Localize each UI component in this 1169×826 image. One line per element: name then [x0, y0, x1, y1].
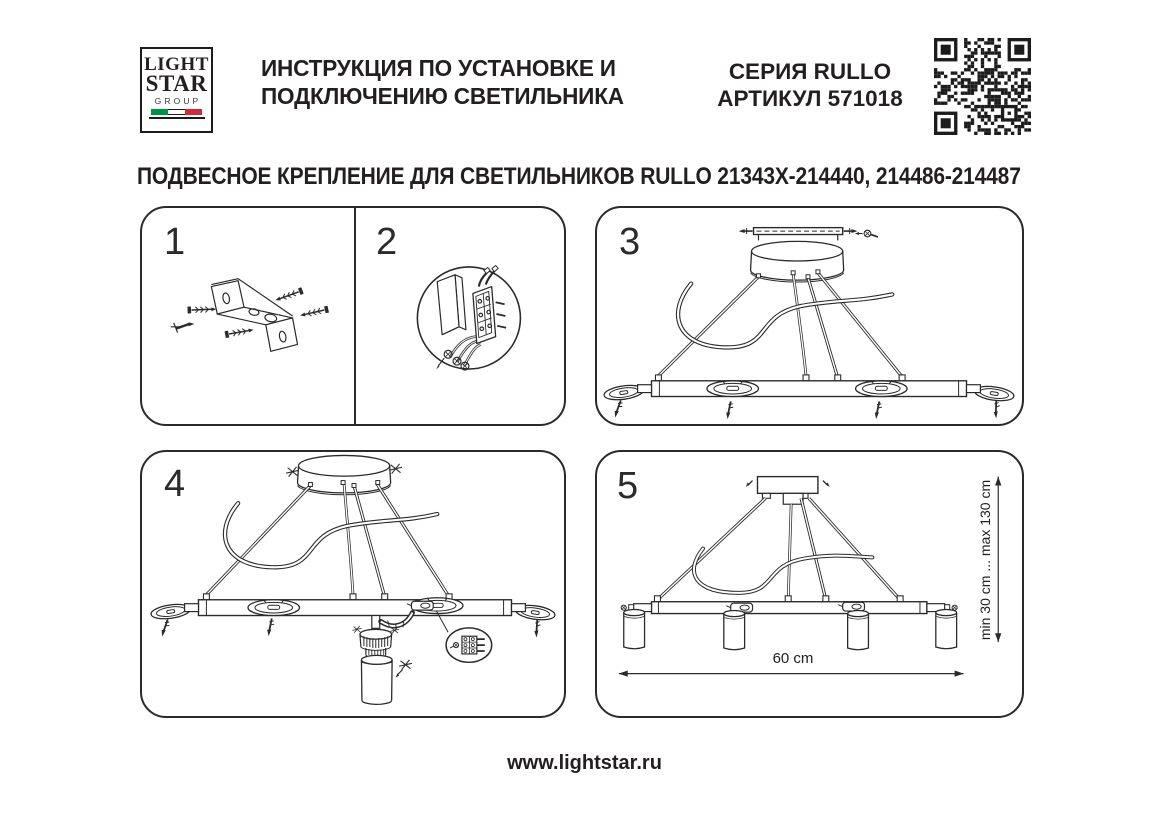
wiring-detail-drawing	[417, 265, 520, 370]
lamp-shades	[624, 610, 957, 650]
tighten-arrow	[396, 660, 412, 678]
lamp-assembly	[360, 613, 413, 705]
step-panel-3	[595, 206, 1024, 426]
step-number-1: 1	[164, 221, 186, 263]
lightstar-logo	[140, 47, 213, 133]
step-number-3: 3	[619, 221, 641, 263]
flag-white	[168, 109, 185, 115]
step5-diagram	[597, 452, 1022, 716]
step-number-2: 2	[376, 221, 398, 263]
fixture-bar	[150, 594, 556, 622]
suspension-cables	[206, 484, 449, 597]
terminal-detail-circle	[446, 628, 492, 662]
step-panel-1-2	[140, 206, 566, 426]
suspension-cables	[658, 273, 902, 378]
power-cord	[694, 549, 872, 593]
flag-green	[151, 109, 168, 115]
logo-word-light: LIGHT	[144, 54, 209, 75]
width-dimension	[619, 670, 964, 676]
title-line-2: ПОДКЛЮЧЕНИЮ СВЕТИЛЬНИКА	[261, 83, 624, 109]
ceiling-mount	[746, 477, 830, 505]
power-cord	[225, 503, 437, 567]
logo-word-star: STAR	[145, 71, 208, 96]
step-panel-4	[140, 450, 566, 718]
series-article-block	[688, 58, 932, 112]
logo-underline	[149, 117, 205, 120]
width-dimension-label: 60 cm	[772, 650, 814, 667]
step3-diagram	[597, 208, 1022, 424]
website-url: www.lightstar.ru	[507, 752, 662, 774]
qr-code	[934, 38, 1031, 135]
article-label: АРТИКУЛ 571018	[717, 86, 903, 111]
bracket-drawing	[211, 279, 297, 352]
title-line-1: ИНСТРУКЦИЯ ПО УСТАНОВКЕ И	[261, 55, 616, 81]
ceiling-bracket	[739, 228, 878, 241]
subtitle: ПОДВЕСНОЕ КРЕПЛЕНИЕ ДЛЯ СВЕТИЛЬНИКОВ RULLO 21343X-214440, 214486-214487	[137, 163, 1021, 190]
page-title	[261, 54, 624, 110]
italian-flag-icon	[151, 109, 203, 115]
flag-red	[185, 109, 202, 115]
step1-step2-diagram	[142, 208, 564, 424]
step-number-5: 5	[617, 465, 639, 507]
logo-word-group: GROUP	[154, 96, 202, 106]
screw-icon	[855, 230, 878, 237]
canopy	[751, 241, 844, 282]
step4-diagram	[142, 452, 564, 716]
power-cord	[678, 284, 892, 348]
step-panel-5	[595, 450, 1024, 718]
series-label: СЕРИЯ RULLO	[728, 59, 892, 84]
fixture-bar	[621, 596, 957, 614]
screw-icon	[171, 322, 195, 332]
step-number-4: 4	[164, 463, 186, 505]
height-dimension	[995, 477, 1001, 642]
suspension-cables	[657, 498, 900, 599]
height-dimension-label: min 30 cm ... max 130 cm	[977, 479, 993, 641]
fixture-bar	[603, 375, 1015, 403]
